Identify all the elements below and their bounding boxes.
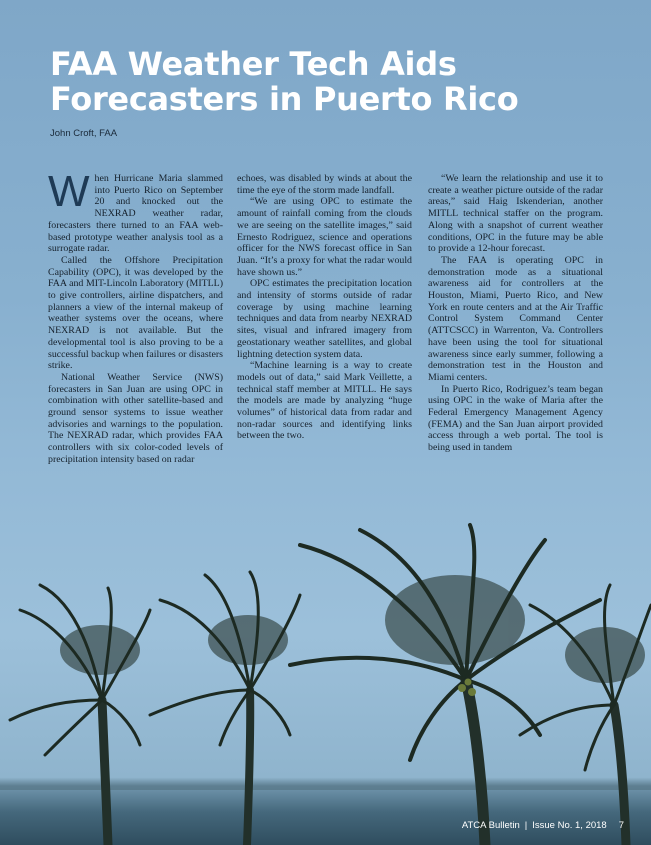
paragraph: “We are using OPC to estimate the amount of rainfall coming from the clouds we are seeing on the satellite images,” said Ernesto Rodriguez, science and operations officer for the NWS forecast office in San Juan. “It’s a proxy for what the radar would have shown us.” <box>237 196 412 278</box>
article-title <box>50 47 610 117</box>
page-number: 7 <box>618 820 624 831</box>
palm-trunk-1 <box>102 700 108 845</box>
byline: John Croft, FAA <box>50 128 118 139</box>
paragraph: “Machine learning is a way to create models out of data,” said Mark Veillette, a technical staff member at MITLL. He says the models are made by analyzing “huge volumes” of historical data from radar and non-radar sources and identifying links between the two. <box>237 360 412 442</box>
publication-name: ATCA Bulletin <box>461 820 520 831</box>
paragraph: The FAA is operating OPC in demonstration mode as a situational awareness aid for controllers at the Houston, Miami, Puerto Rico, and New York en route centers and at the Air Traffic Control System Command Center (ATTCSCC) in Warrenton, Va. Controllers have been using the tool for situational awareness since early summer, following a demonstration test in the Houston and Miami centers. <box>428 254 603 383</box>
title-line-1: FAA Weather Tech Aids <box>50 45 457 83</box>
body-column-1 <box>48 167 223 466</box>
footer-separator: | <box>524 820 528 831</box>
paragraph: “We learn the relationship and use it to create a weather picture outside of the radar areas,” said Haig Iskenderian, another MITLL technical staffer on the program. Along with a snapshot of current weather conditions, OPC in the future may be able to provide a 12-hour forecast. <box>428 173 603 255</box>
paragraph: OPC estimates the precipitation location and intensity of storms outside of radar coverage by using machine learning techniques and data from nearby NEXRAD sites, visual and infrared imagery from geostationary weather satellites, and global lightning detection system data. <box>237 278 412 360</box>
paragraph: echoes, was disabled by winds at about the time the eye of the storm made landfall. <box>237 173 412 196</box>
paragraph <box>48 167 223 255</box>
paragraph: Called the Offshore Precipitation Capability (OPC), it was developed by the FAA and MIT-Lincoln Laboratory (MITLL) to give controllers, airline dispatchers, and planners a view of the internal makeup of weather systems over the oceans, where NEXRAD is not available. But the developmental tool is also proving to be a successful backup when failures or disasters strike. <box>48 254 223 372</box>
paragraph-text: hen Hurricane Maria slammed into Puerto Rico on September 20 and knocked out the NEXRAD weather radar, forecasters there turned to an FAA web-based prototype weather analysis tool as a surrogate radar. <box>48 173 223 255</box>
drop-cap: W <box>48 167 90 216</box>
body-column-2 <box>237 173 412 442</box>
title-line-2: Forecasters in Puerto Rico <box>50 80 519 118</box>
body-column-3 <box>428 173 603 454</box>
issue-info: Issue No. 1, 2018 <box>532 820 607 831</box>
paragraph: National Weather Service (NWS) forecasters in San Juan are using OPC in combination with other satellite-based and ground sensor systems to issue weather advisories and warnings to the population. The NEXRAD radar, which provides FAA controllers with six color-coded levels of precipitation intensity based on radar <box>48 371 223 465</box>
palm-trunk-2 <box>247 690 250 845</box>
page-footer <box>462 820 624 831</box>
paragraph: In Puerto Rico, Rodriguez’s team began using OPC in the wake of Maria after the Federal Emergency Management Agency (FEMA) and the San Juan airport provided access through a web portal. The tool is being used in tandem <box>428 383 603 454</box>
